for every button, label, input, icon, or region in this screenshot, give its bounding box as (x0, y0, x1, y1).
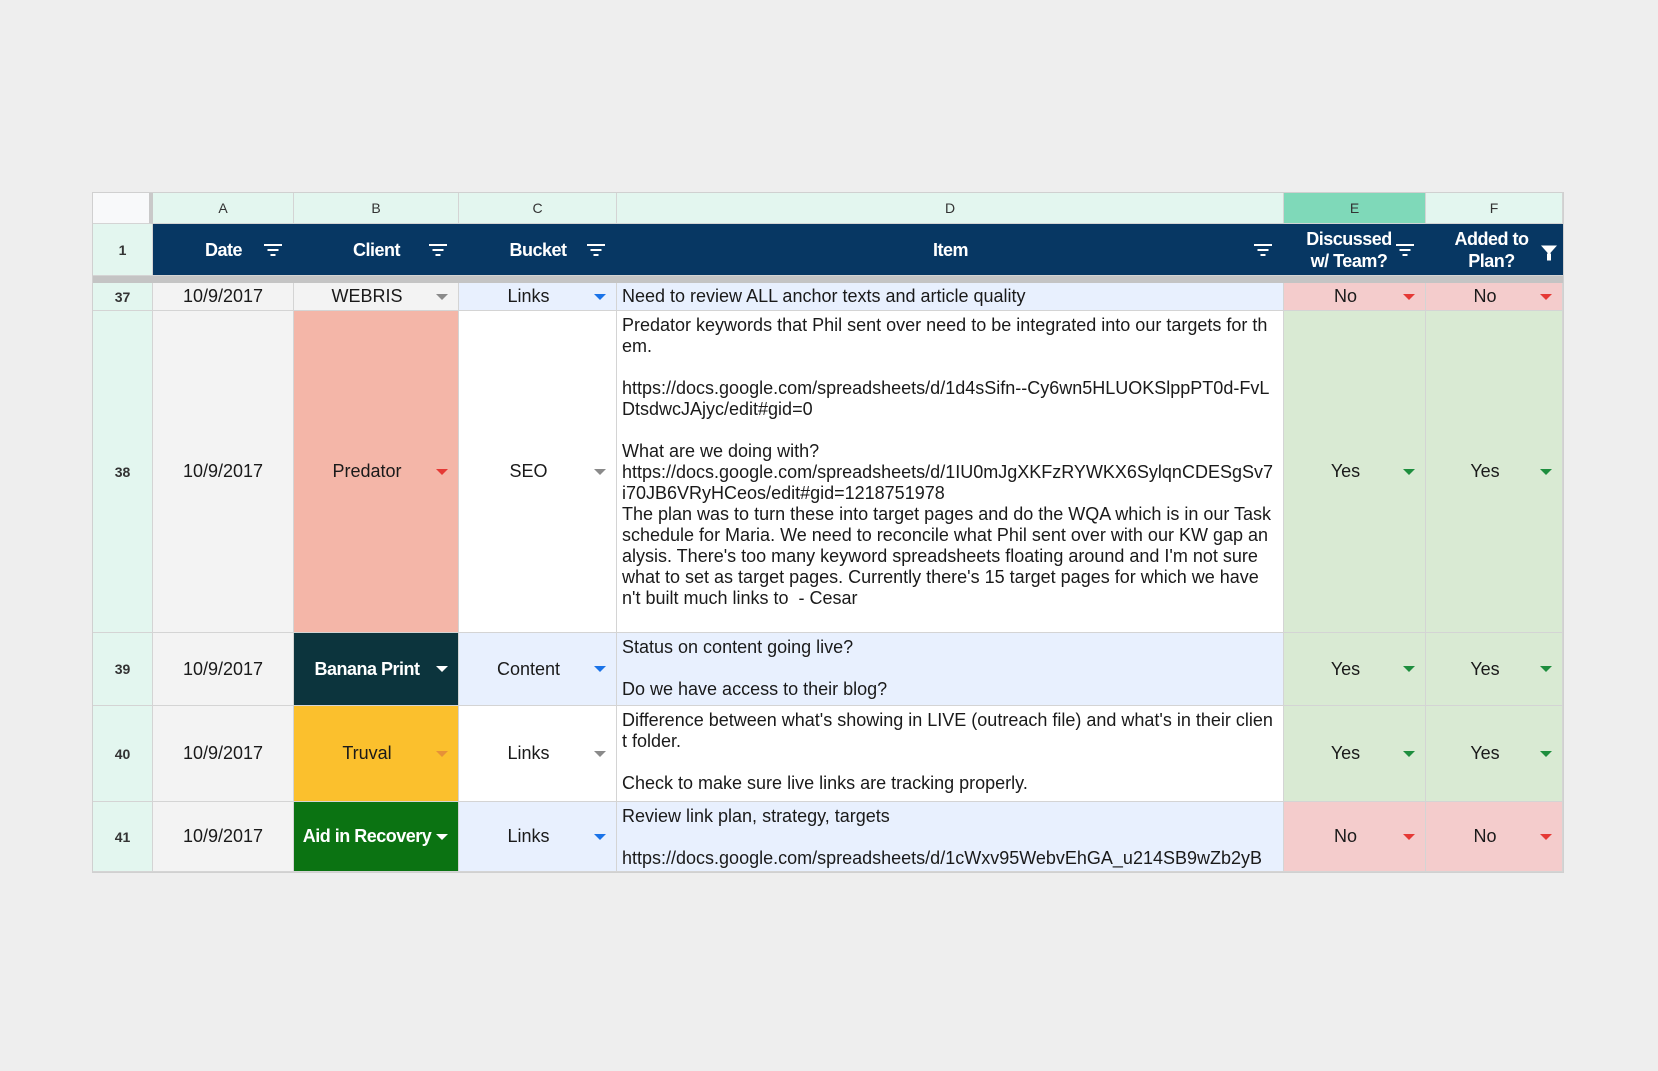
bucket-value: Links (507, 826, 550, 846)
bucket-value: Links (507, 743, 550, 763)
dropdown-arrow-icon[interactable] (436, 469, 448, 475)
client-cell[interactable] (294, 706, 459, 802)
added-cell[interactable] (1426, 802, 1563, 872)
client-value: Truval (342, 743, 392, 763)
discussed-value: No (1333, 826, 1357, 846)
dropdown-arrow-icon[interactable] (594, 834, 606, 840)
spreadsheet-grid (93, 193, 1563, 872)
column-header-e[interactable]: E (1284, 193, 1426, 224)
dropdown-arrow-icon[interactable] (1540, 751, 1552, 757)
dropdown-arrow-icon[interactable] (1540, 294, 1552, 300)
added-value: No (1473, 286, 1497, 306)
dropdown-arrow-icon[interactable] (594, 666, 606, 672)
row-header-40[interactable]: 40 (93, 706, 153, 802)
dropdown-arrow-icon[interactable] (1540, 469, 1552, 475)
item-cell[interactable]: Predator keywords that Phil sent over need to be integrated into our targets for them. https://docs.google.com/spreadsheets/d/1d4sSifn--Cy6wn5HLUOKSlppPT0d-FvLDtsdwcJAjyc/edit#gid=0 What are we doing with? https://docs.google.com/spreadsheets/d/1IU0mJgXKFzRYWKX6SylqnCDESgSv7i70JB6VRyHCeos/edit#gid=1218751978 The plan was to turn these into target pages and do the WQA which is in our Task schedule for Maria. We need to reconcile what Phil sent over with our KW gap analysis. There's too many keyword spreadsheets floating around and I'm not sure what to set as target pages. Currently there's 15 target pages for which we haven't built much links to - Cesar (617, 311, 1284, 633)
header-client-cell[interactable] (294, 224, 459, 276)
header-date-cell[interactable] (153, 224, 294, 276)
client-cell[interactable] (294, 311, 459, 633)
header-bucket-label: Bucket (509, 239, 567, 260)
column-header-f[interactable]: F (1426, 193, 1563, 224)
discussed-value: Yes (1330, 743, 1361, 763)
header-added-cell[interactable] (1426, 224, 1563, 276)
dropdown-arrow-icon[interactable] (1403, 666, 1415, 672)
item-cell[interactable]: Need to review ALL anchor texts and article quality (617, 283, 1284, 311)
frozen-row-divider[interactable] (93, 276, 1563, 283)
header-bucket-cell[interactable] (459, 224, 617, 276)
select-all-corner[interactable] (93, 193, 153, 224)
item-cell[interactable]: Difference between what's showing in LIVE (outreach file) and what's in their client folder. Check to make sure live links are tracking properly. (617, 706, 1284, 802)
bucket-value: Links (507, 286, 550, 306)
client-value: WEBRIS (331, 286, 403, 306)
discussed-cell[interactable] (1284, 802, 1426, 872)
date-cell[interactable]: 10/9/2017 (153, 283, 294, 311)
client-cell[interactable] (294, 633, 459, 706)
date-cell[interactable]: 10/9/2017 (153, 633, 294, 706)
date-cell[interactable]: 10/9/2017 (153, 311, 294, 633)
added-value: Yes (1470, 743, 1500, 763)
row-header-37[interactable]: 37 (93, 283, 153, 311)
client-cell[interactable] (294, 283, 459, 311)
discussed-cell[interactable] (1284, 283, 1426, 311)
filter-lines-icon[interactable] (429, 243, 447, 257)
bucket-cell[interactable] (459, 283, 617, 311)
row-header-39[interactable]: 39 (93, 633, 153, 706)
column-header-b[interactable]: B (294, 193, 459, 224)
dropdown-arrow-icon[interactable] (594, 469, 606, 475)
discussed-value: Yes (1330, 658, 1361, 679)
filter-lines-icon[interactable] (264, 243, 282, 257)
dropdown-arrow-icon[interactable] (1403, 294, 1415, 300)
discussed-cell[interactable] (1284, 706, 1426, 802)
filter-lines-icon[interactable] (1396, 243, 1414, 257)
dropdown-arrow-icon[interactable] (1540, 834, 1552, 840)
discussed-value: No (1333, 286, 1357, 306)
dropdown-arrow-icon[interactable] (436, 294, 448, 300)
added-cell[interactable] (1426, 311, 1563, 633)
header-added-label: Added to Plan? (1454, 228, 1529, 271)
discussed-cell[interactable] (1284, 311, 1426, 633)
added-cell[interactable] (1426, 706, 1563, 802)
header-date-label: Date (204, 239, 242, 260)
column-header-c[interactable]: C (459, 193, 617, 224)
discussed-cell[interactable] (1284, 633, 1426, 706)
dropdown-arrow-icon[interactable] (436, 666, 448, 672)
dropdown-arrow-icon[interactable] (1403, 469, 1415, 475)
added-value: Yes (1470, 461, 1500, 481)
discussed-value: Yes (1330, 461, 1361, 481)
client-cell[interactable] (294, 802, 459, 872)
bucket-cell[interactable] (459, 311, 617, 633)
row-header-1[interactable]: 1 (93, 224, 153, 276)
dropdown-arrow-icon[interactable] (436, 834, 448, 840)
client-value: Predator (332, 461, 402, 481)
date-cell[interactable]: 10/9/2017 (153, 706, 294, 802)
bucket-value: SEO (509, 461, 548, 481)
added-value: Yes (1470, 658, 1500, 679)
header-item-label: Item (932, 239, 968, 260)
filter-lines-icon[interactable] (1254, 243, 1272, 257)
bucket-value: Content (496, 658, 561, 679)
dropdown-arrow-icon[interactable] (436, 751, 448, 757)
header-item-cell[interactable] (617, 224, 1284, 276)
client-value: Aid in Recovery (302, 826, 432, 846)
bucket-cell[interactable] (459, 706, 617, 802)
bucket-cell[interactable] (459, 802, 617, 872)
added-cell[interactable] (1426, 283, 1563, 311)
client-value: Banana Print (314, 658, 420, 679)
dropdown-arrow-icon[interactable] (594, 751, 606, 757)
header-client-label: Client (352, 239, 400, 260)
dropdown-arrow-icon[interactable] (1403, 751, 1415, 757)
dropdown-arrow-icon[interactable] (1540, 666, 1552, 672)
item-cell[interactable]: Review link plan, strategy, targets https://docs.google.com/spreadsheets/d/1cWxv95WebvEhGA_u214SB9wZb2yB (617, 802, 1284, 872)
header-discussed-cell[interactable] (1284, 224, 1426, 276)
header-discussed-label: Discussed w/ Team? (1306, 228, 1392, 271)
dropdown-arrow-icon[interactable] (1403, 834, 1415, 840)
row-header-38[interactable]: 38 (93, 311, 153, 633)
filter-lines-icon[interactable] (587, 243, 605, 257)
column-header-d[interactable]: D (617, 193, 1284, 224)
item-cell[interactable]: Status on content going live? Do we have access to their blog? (617, 633, 1284, 706)
added-value: No (1473, 826, 1497, 846)
column-header-a[interactable]: A (153, 193, 294, 224)
funnel-filter-icon[interactable] (1541, 245, 1557, 254)
dropdown-arrow-icon[interactable] (594, 294, 606, 300)
row-header-41[interactable]: 41 (93, 802, 153, 872)
date-cell[interactable]: 10/9/2017 (153, 802, 294, 872)
bucket-cell[interactable] (459, 633, 617, 706)
added-cell[interactable] (1426, 633, 1563, 706)
